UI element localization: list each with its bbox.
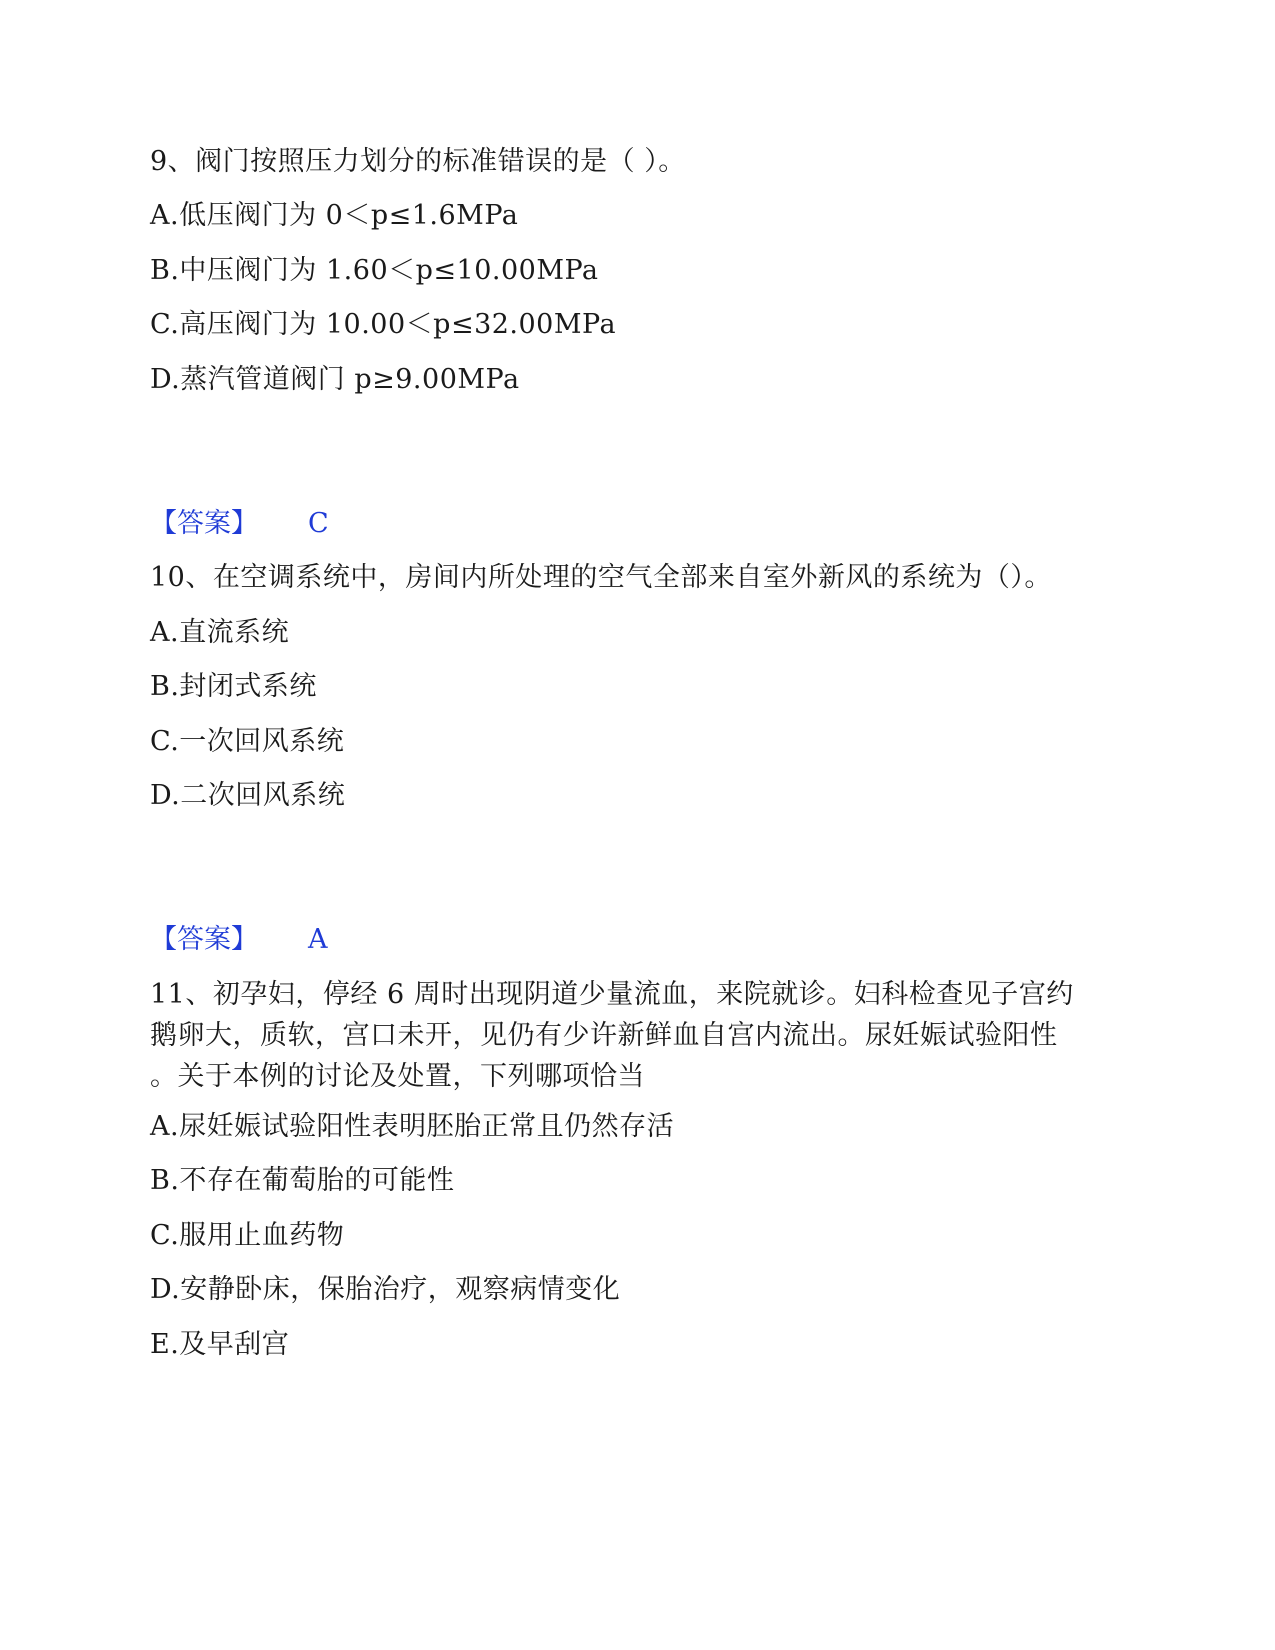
question-11-stem-line: 鹅卵大，质软，宫口未开，见仍有少许新鲜血自宫内流出。尿妊娠试验阳性 [150, 1020, 1058, 1051]
question-9-answer [150, 504, 329, 544]
question-11-option-d: D.安静卧床，保胎治疗，观察病情变化 [150, 1274, 621, 1305]
question-11-option-a: A.尿妊娠试验阳性表明胚胎正常且仍然存活 [150, 1111, 675, 1142]
question-10-option-c: C.一次回风系统 [150, 726, 345, 757]
answer-value: C [308, 508, 329, 539]
question-10-option-a: A.直流系统 [150, 617, 290, 648]
answer-value: A [308, 924, 328, 955]
question-9-option-d: D.蒸汽管道阀门 p≥9.00MPa [150, 364, 520, 395]
question-10-answer [150, 920, 328, 960]
question-11-stem-line: 。关于本例的讨论及处置，下列哪项恰当 [150, 1061, 645, 1092]
question-9-stem: 9、阀门按照压力划分的标准错误的是（ ）。 [150, 146, 686, 177]
answer-label: 【答案】 [150, 508, 258, 539]
question-11-option-c: C.服用止血药物 [150, 1220, 345, 1251]
question-10-option-d: D.二次回风系统 [150, 780, 346, 811]
question-11-option-e: E.及早刮宫 [150, 1329, 290, 1360]
question-9-option-a: A.低压阀门为 0＜p≤1.6MPa [150, 200, 519, 231]
question-9-option-c: C.高压阀门为 10.00＜p≤32.00MPa [150, 309, 617, 340]
answer-label: 【答案】 [150, 924, 258, 955]
question-11-stem-line: 11、初孕妇，停经 6 周时出现阴道少量流血，来院就诊。妇科检查见子宫约 [150, 979, 1074, 1010]
question-9-option-b: B.中压阀门为 1.60＜p≤10.00MPa [150, 255, 599, 286]
question-10-stem: 10、在空调系统中，房间内所处理的空气全部来自室外新风的系统为（）。 [150, 562, 1052, 593]
question-10-option-b: B.封闭式系统 [150, 671, 317, 702]
question-11-stem [150, 974, 1130, 1097]
question-11-option-b: B.不存在葡萄胎的可能性 [150, 1165, 455, 1196]
